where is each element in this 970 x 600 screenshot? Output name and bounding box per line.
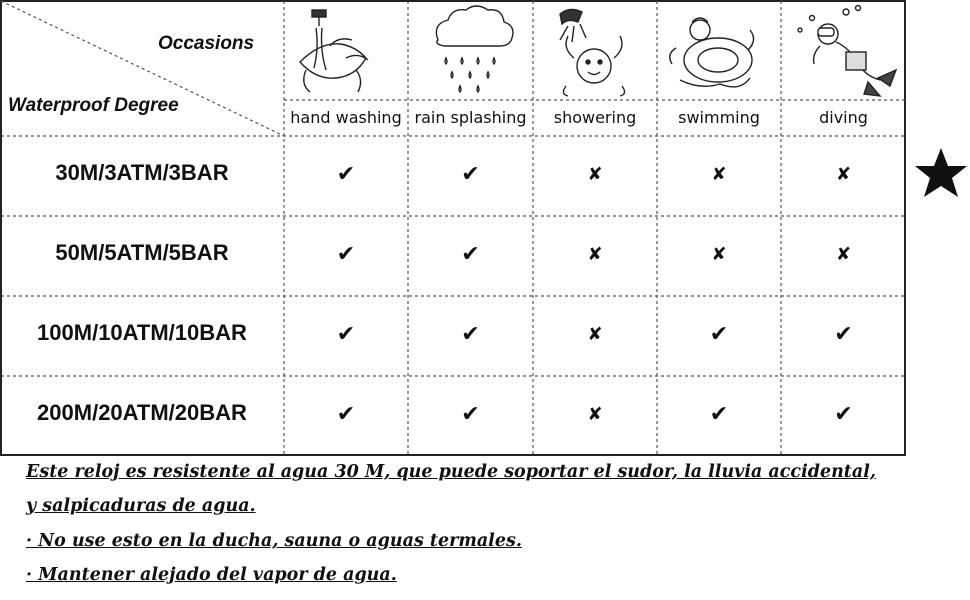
note-line-3: · No use esto en la ducha, sauna o aguas termales. — [26, 531, 522, 551]
occasion-label-rain-splashing: rain splashing — [414, 108, 527, 127]
mark-cell: ✔ — [336, 402, 356, 427]
mark-cell: ✘ — [587, 164, 603, 185]
mark-cell: ✔ — [336, 242, 356, 267]
degree-row-30m: 30M/3ATM/3BAR — [55, 160, 229, 185]
mark-cell: ✔ — [834, 402, 853, 427]
mark-cell: ✔ — [461, 322, 480, 347]
occasions-header: Occasions — [158, 33, 255, 54]
degree-row-100m: 100M/10ATM/10BAR — [37, 320, 247, 345]
mark-cell: ✔ — [461, 402, 480, 427]
diver-icon — [798, 6, 896, 97]
mark-cell: ✘ — [587, 404, 603, 425]
mark-cell: ✔ — [709, 322, 729, 347]
mark-cell: ✔ — [461, 242, 480, 267]
mark-cell: ✔ — [336, 162, 356, 187]
mark-cell: ✘ — [587, 324, 603, 345]
mark-cell: ✔ — [336, 322, 356, 347]
degree-row-200m: 200M/20ATM/20BAR — [37, 400, 247, 425]
note-line-4: · Mantener alejado del vapor de agua. — [26, 565, 397, 585]
mark-cell: ✘ — [711, 164, 727, 185]
mark-cell: ✘ — [835, 244, 852, 265]
occasion-label-hand-washing: hand washing — [290, 108, 402, 127]
occasion-label-diving: diving — [819, 108, 868, 127]
star-icon — [911, 144, 970, 204]
note-line-1: Este reloj es resistente al agua 30 M, que puede soportar el sudor, la lluvia accidental, — [26, 462, 876, 482]
shower-icon — [560, 9, 625, 96]
degree-row-50m: 50M/5ATM/5BAR — [55, 240, 229, 265]
mark-cell: ✘ — [835, 164, 852, 185]
occasion-label-showering: showering — [553, 108, 637, 127]
rain-cloud-icon — [436, 6, 513, 92]
note-line-2: y salpicaduras de agua. — [26, 496, 256, 516]
mark-cell: ✘ — [587, 244, 603, 265]
hand-washing-icon — [300, 10, 368, 92]
mark-cell: ✔ — [709, 402, 729, 427]
occasion-label-swimming: swimming — [678, 108, 760, 127]
mark-cell: ✘ — [711, 244, 727, 265]
swimming-icon — [670, 18, 754, 87]
mark-cell: ✔ — [461, 162, 480, 187]
waterproof-degree-header: Waterproof Degree — [8, 95, 179, 116]
mark-cell: ✔ — [834, 322, 853, 347]
